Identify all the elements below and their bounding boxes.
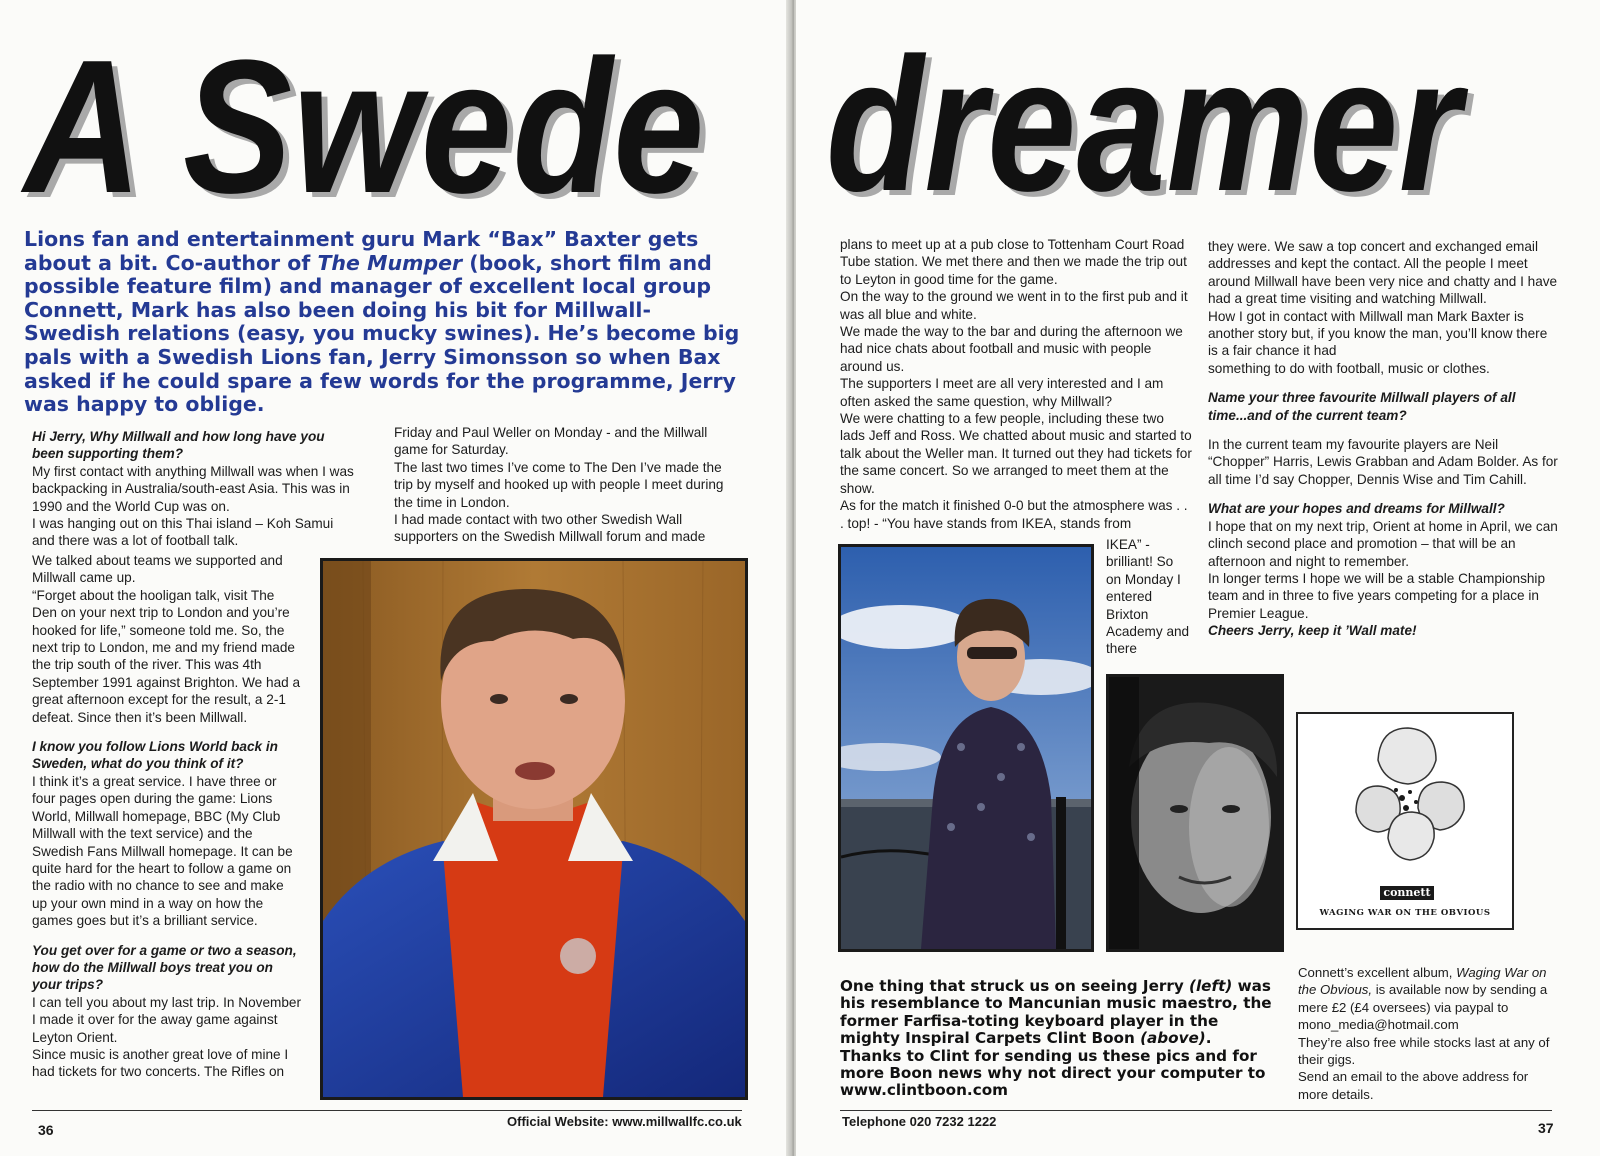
answer-paragraph: In longer terms I hope we will be a stable Championship team and in three to five years competing for a place in Premier League. (1208, 570, 1546, 621)
question-heading: You get over for a game or two a season, how do the Millwall boys treat you on your trips? (32, 942, 297, 993)
album-band-logo: connett (1380, 886, 1434, 900)
article-column-1 (32, 428, 358, 550)
footer-telephone: Telephone 020 7232 1222 (842, 1114, 997, 1129)
article-column-3 (840, 236, 1192, 532)
sign-off: Cheers Jerry, keep it ’Wall mate! (1208, 623, 1417, 639)
article-column-3-narrow: IKEA” - brilliant! So on Monday I entered Brixton Academy and there (1106, 537, 1190, 657)
caption-above-ref: (above) (1140, 1029, 1206, 1048)
album-caption-text-4: Send an email to the above address for more details. (1298, 1069, 1529, 1102)
answer-paragraph: plans to meet up at a pub close to Tottenham Court Road Tube station. We met there and then we made the trip out to Leyton in good time for the game. (840, 237, 1187, 287)
caption-text-1: One thing that struck us on seeing Jerry (840, 977, 1190, 995)
answer-paragraph: Since music is another great love of mine I had tickets for two concerts. The Rifles on (32, 1046, 289, 1080)
right-page (796, 0, 1600, 1156)
album-caption (1298, 964, 1560, 1103)
answer-paragraph: We talked about teams we supported and Millwall came up. (32, 553, 283, 586)
page-number-left: 36 (38, 1122, 54, 1138)
photo-caption (840, 978, 1276, 1100)
standfirst (24, 228, 744, 417)
question-heading: Hi Jerry, Why Millwall and how long have you been supporting them? (32, 429, 325, 462)
page-number-right: 37 (1538, 1120, 1554, 1136)
answer-paragraph: My first contact with anything Millwall was when I was backpacking in Australia/south-east Asia. This was in 1990 and the World Cup was on. (32, 463, 354, 514)
answer-paragraph: I hope that on my next trip, Orient at home in April, we can clinch second place and promotion – that will be an afternoon and night to remember. (1208, 518, 1558, 569)
answer-paragraph: The last two times I’ve come to The Den I’ve made the trip by myself and hooked up with people I meet during the time in London. (394, 459, 724, 510)
standfirst-text-1: Lions fan and entertainment guru Mark “Bax” Baxter gets about a bit. Co-author of (24, 227, 699, 275)
answer-paragraph: I think it’s a great service. I have three or four pages open during the game: Lions World, Millwall homepage, BBC (My Club Millwall with the text service) and the Swedish Fans Millwall homepage. It can be quite hard for the heart to follow a game on the radio with no chance to see and make up your own mind in a way on how the games goes but it’s a brilliant service. (32, 773, 293, 929)
clint-boon-photo (1106, 674, 1284, 952)
answer-paragraph: they were. We saw a top concert and exchanged email addresses and kept the contact. All the people I meet around Millwall have been very nice and chatty and I have had a great time visiting and watching Millwall. (1208, 239, 1558, 307)
answer-paragraph: I can tell you about my last trip. In November I made it over for the away game against Leyton Orient. (32, 994, 301, 1045)
standfirst-book-title: The Mumper (317, 250, 463, 275)
answer-paragraph: In the current team my favourite players are Neil “Chopper” Harris, Lewis Grabban and Adam Bolder. As for all time I’d say Chopper, Dennis Wise and Tim Cahill. (1208, 437, 1558, 487)
album-caption-text-2: is available now by sending a mere £2 (£4 oversees) via paypal to mono_media@hotmail.com (1298, 982, 1548, 1033)
album-title: WAGING WAR ON THE OBVIOUS (1319, 908, 1491, 918)
question-heading: What are your hopes and dreams for Millwall? (1208, 501, 1505, 517)
album-caption-text-3: They’re also free while stocks last at any of their gigs. (1298, 1034, 1550, 1068)
headline-right: dreamer (826, 19, 1462, 231)
caption-text-3: . Thanks to Clint for sending us these pics and for more Boon news why not direct your computer to www.clintboon.com (840, 1029, 1266, 1100)
answer-paragraph: How I got in contact with Millwall man Mark Baxter is another story but, if you know the man, you’ll know there is a fair chance it had (1208, 308, 1548, 359)
album-caption-title: Waging War on the Obvious, (1298, 965, 1547, 998)
article-column-4 (1208, 238, 1560, 640)
caption-left-ref: (left) (1189, 977, 1233, 995)
clint-boon-illustration (1109, 677, 1281, 949)
answer-paragraph: I had made contact with two other Swedish Wall supporters on the Swedish Millwall forum and made (394, 512, 706, 545)
answer-paragraph: I was hanging out on this Thai island – Koh Samui and there was a lot of football talk. (32, 516, 334, 549)
answer-paragraph: The supporters I meet are all very interested and I am often asked the same question, why Millwall? (840, 376, 1164, 409)
article-column-2 (394, 424, 738, 546)
headline-left: A Swede (24, 21, 706, 233)
answer-paragraph: We were chatting to a few people, including these two lads Jeff and Ross. We chatted about music and started to talk about the Weller man. It turned out they had tickets for the same concert. So we arranged to meet them at the show. (840, 411, 1192, 496)
album-caption-text-1: Connett’s excellent album, (1298, 965, 1457, 980)
answer-paragraph: Friday and Paul Weller on Monday - and the Millwall game for Saturday. (394, 425, 708, 458)
footer-rule-left (32, 1110, 742, 1111)
answer-paragraph: We made the way to the bar and during the afternoon we had nice chats about football and music with people around us. (840, 324, 1183, 374)
jerry-waterside-illustration (841, 547, 1091, 949)
left-page (0, 0, 792, 1156)
article-column-1-narrow (32, 552, 302, 1081)
answer-paragraph: As for the match it finished 0-0 but the atmosphere was . . . top! - “You have stands from IKEA, stands from (840, 498, 1188, 531)
answer-paragraph: On the way to the ground we went in to the first pub and it was all blue and white. (840, 289, 1188, 322)
footer-website: Official Website: www.millwallfc.co.uk (507, 1114, 742, 1129)
connett-album-cover (1296, 712, 1514, 930)
answer-paragraph: something to do with football, music or clothes. (1208, 360, 1490, 376)
standfirst-text-2: (book, short film and possible feature film) and manager of excellent local group Connett, Mark has also been doing his bit for Millwall-Swedish relations (easy, you mucky swines). He’s become big pals with a Swedish Lions fan, Jerry Simonsson so when Bax asked if he could spare a few words for the programme, Jerry was happy to oblige. (24, 250, 740, 417)
jerry-waterside-photo (838, 544, 1094, 952)
jerry-portrait-photo (320, 558, 748, 1100)
answer-paragraph: “Forget about the hooligan talk, visit The Den on your next trip to London and you’re hooked for life,” someone told me. So, the next trip to London, me and my friend made the trip south of the river. This was 4th September 1991 against Brighton. We had a great afternoon except for the result, a 2-1 defeat. Since then it’s been Millwall. (32, 587, 301, 725)
question-heading: I know you follow Lions World back in Sweden, what do you think of it? (32, 739, 278, 772)
caption-text-2: was his resemblance to Mancunian music maestro, the former Farfisa-toting keyboard player in the mighty Inspiral Carpets Clint Boon (840, 977, 1272, 1048)
footer-rule-right (840, 1110, 1552, 1111)
album-artwork-icon (1298, 720, 1512, 890)
question-heading: Name your three favourite Millwall players of all time...and of the current team? (1208, 390, 1516, 423)
jerry-portrait-illustration (323, 561, 745, 1097)
